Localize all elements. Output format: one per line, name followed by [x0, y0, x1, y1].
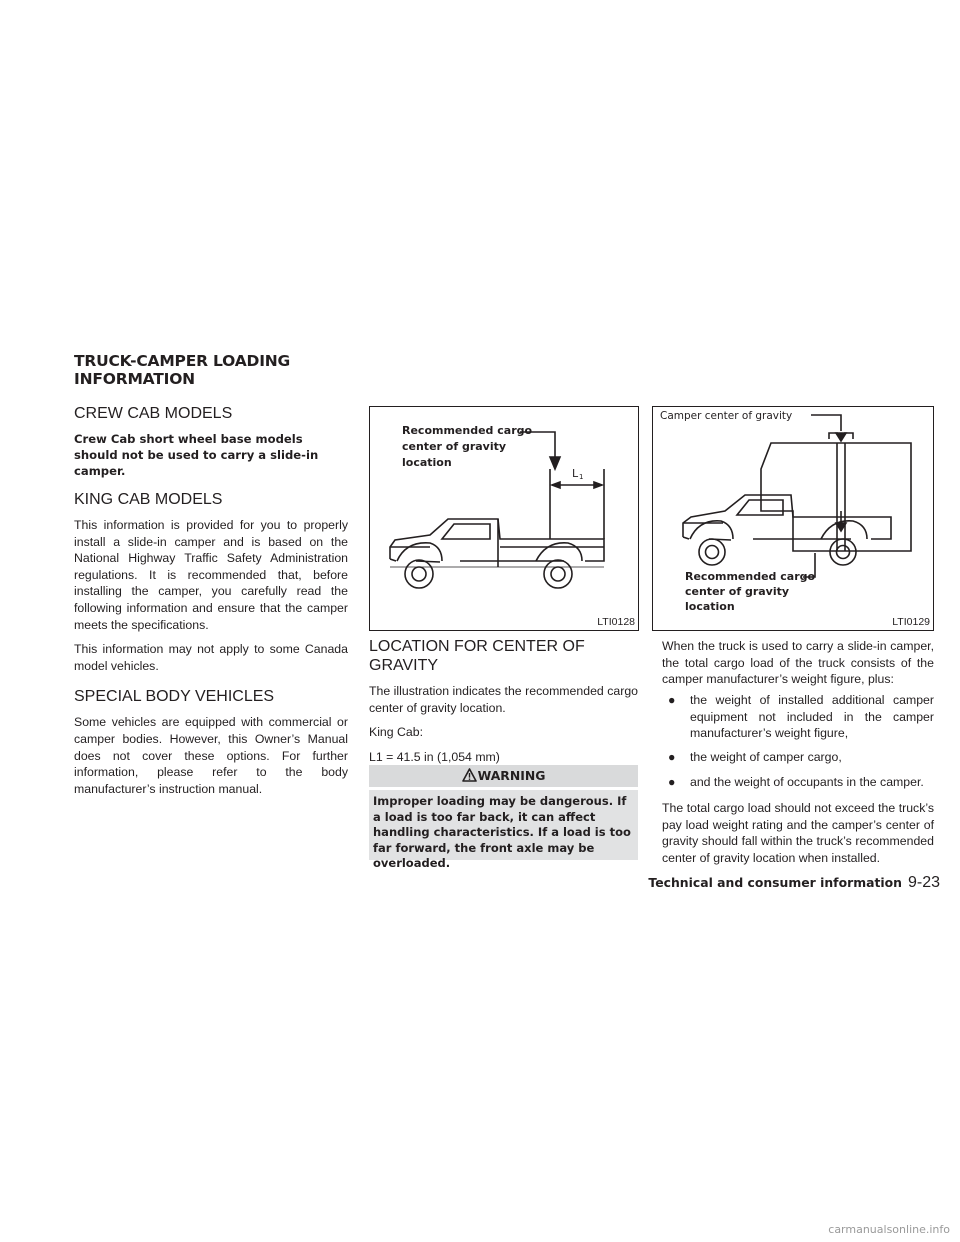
bullet-item: [668, 774, 934, 792]
fig2-label-line-3: location: [685, 600, 735, 613]
fig1-label-line-3: location: [402, 456, 452, 469]
column-right: [662, 638, 934, 873]
l1-value: L1 = 41.5 in (1,054 mm): [369, 749, 500, 764]
warning-header: [369, 765, 638, 787]
camper-load-conclusion: The total cargo load should not exceed the truck’s pay load weight rating and the camper’s center of gravity should fall within the truck’s recommended center of gravity location when installed.: [662, 801, 934, 865]
crew-cab-heading: CREW CAB MODELS: [74, 405, 233, 422]
fig2-label-line-2: center of gravity: [685, 585, 790, 598]
fig2-label-line-1: Recommended cargo: [685, 570, 816, 583]
canada-text: This information may not apply to some Canada model vehicles.: [74, 642, 348, 673]
warning-text: Improper loading may be dangerous. If a load is too far back, it can affect handling characteristics. If a load is too far forward, the front axle may be overloaded.: [369, 790, 638, 860]
fig1-dim-label: L: [572, 467, 579, 480]
special-body-heading: SPECIAL BODY VEHICLES: [74, 688, 275, 706]
cog-intro: The illustration indicates the recommended cargo center of gravity location.: [369, 684, 638, 715]
section-title-line-2: INFORMATION: [74, 370, 195, 388]
warning-title: WARNING: [477, 768, 546, 783]
fig1-label-line-2: center of gravity: [402, 440, 507, 453]
cog-heading-line-2: GRAVITY: [369, 657, 439, 674]
column-left: [74, 404, 348, 797]
fig1-label-line-1: Recommended cargo: [402, 424, 533, 437]
camper-illustration: [653, 407, 933, 630]
fig1-id: LTI0128: [597, 616, 635, 628]
section-title-line-1: TRUCK-CAMPER LOADING: [74, 352, 291, 370]
figure-camper-cog: [652, 406, 934, 631]
bullet-item: [668, 749, 934, 767]
camper-load-intro: When the truck is used to carry a slide-in camper, the total cargo load of the truck consists of the camper manufacturer’s weight figure, plus:: [662, 639, 934, 687]
fig2-top-label: Camper center of gravity: [660, 410, 793, 422]
bullet-dot-icon: ●: [668, 750, 676, 764]
bullet-item: [668, 692, 934, 744]
bullet-dot-icon: ●: [668, 693, 676, 707]
footer-section: Technical and consumer information: [648, 875, 902, 890]
bullet-text: and the weight of occupants in the camper.: [690, 775, 924, 789]
column-middle: [369, 637, 638, 765]
truck-illustration: [370, 407, 638, 630]
special-body-text: Some vehicles are equipped with commercial or camper bodies. However, this Owner’s Manual does not cover these options. For further information, please refer to the body manufacturer’s instruction manual.: [74, 715, 348, 796]
king-cab-text: This information is provided for you to properly install a slide-in camper and is based on the National Highway Traffic Safety Administration regulations. It is recommended that, before installing the camper, you carefully read the following information and ensure that the camper meets the specifications.: [74, 518, 348, 632]
fig1-dim-sub: 1: [579, 473, 584, 481]
section-title: [74, 352, 374, 388]
bullet-text: the weight of camper cargo,: [690, 750, 842, 764]
king-cab-label: King Cab:: [369, 725, 424, 740]
watermark: carmanualsonline.info: [828, 1223, 950, 1236]
cog-heading-line-1: LOCATION FOR CENTER OF: [369, 638, 585, 655]
warning-icon: [462, 768, 477, 782]
crew-cab-text: Crew Cab short wheel base models should not be used to carry a slide-in camper.: [74, 432, 319, 478]
figure-king-cab-cog: [369, 406, 639, 631]
bullet-text: the weight of installed additional camper equipment not included in the camper manufacturer’s weight figure,: [690, 693, 934, 741]
bullet-dot-icon: ●: [668, 775, 676, 789]
king-cab-heading: KING CAB MODELS: [74, 491, 223, 508]
page-footer: [648, 875, 940, 891]
page-number: 9-23: [907, 874, 940, 891]
fig2-id: LTI0129: [892, 616, 930, 628]
